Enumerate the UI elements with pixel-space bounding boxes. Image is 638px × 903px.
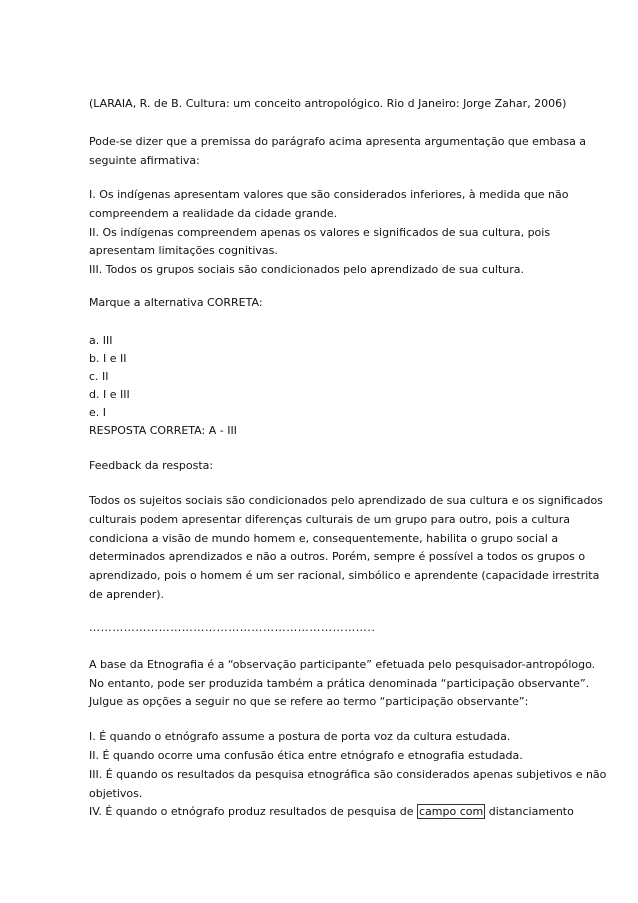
question2-intro-line: Julgue as opções a seguir no que se refere ao termo “participação observante”: (89, 695, 529, 708)
option-e: e. I (89, 406, 107, 419)
last-line-after: distanciamento (485, 805, 574, 818)
question1-statement-line: III. Todos os grupos sociais são condicionados pelo aprendizado de sua cultura. (89, 263, 525, 276)
question1-prompt-line: Pode-se dizer que a premissa do parágrafo acima apresenta argumentação que embasa a (89, 135, 587, 148)
question1-prompt-line: seguinte afirmativa: (89, 154, 200, 167)
question2-statement-line: I. É quando o etnógrafo assume a postura de porta voz da cultura estudada. (89, 730, 511, 743)
feedback-line: de aprender). (89, 588, 165, 601)
feedback-line: condiciona a visão de mundo homem e, consequentemente, habilita o grupo social a (89, 532, 559, 545)
question2-statement-line: objetivos. (89, 787, 143, 800)
separator: ……………………………………………………………….. (89, 621, 376, 634)
selected-text-highlight[interactable]: campo com (419, 805, 484, 818)
last-line-before: IV. É quando o etnógrafo produz resultados de pesquisa de (89, 805, 417, 818)
feedback-title: Feedback da resposta: (89, 459, 214, 472)
feedback-line: culturais podem apresentar diferenças culturais de um grupo para outro, pois a cultura (89, 513, 570, 526)
question2-intro-line: A base da Etnografia é a “observação participante” efetuada pelo pesquisador-antropólogo. (89, 658, 596, 671)
question1-statement-line: compreendem a realidade da cidade grande. (89, 207, 338, 220)
correct-answer: RESPOSTA CORRETA: A - III (89, 424, 237, 437)
question2-statement-line: II. É quando ocorre uma confusão ética entre etnógrafo e etnografia estudada. (89, 749, 523, 762)
question2-statement-line: III. É quando os resultados da pesquisa etnográfica são considerados apenas subjetivos e não (89, 768, 607, 781)
question1-instruction: Marque a alternativa CORRETA: (89, 296, 263, 309)
feedback-line: Todos os sujeitos sociais são condicionados pelo aprendizado de sua cultura e os significados (89, 494, 603, 507)
question1-statement-line: I. Os indígenas apresentam valores que são considerados inferiores, à medida que não (89, 188, 569, 201)
feedback-line: aprendizado, pois o homem é um ser racional, simbólico e aprendente (capacidade irrestrita (89, 569, 600, 582)
option-c: c. II (89, 370, 109, 383)
option-b: b. I e II (89, 352, 127, 365)
question1-statement-line: apresentam limitações cognitivas. (89, 244, 278, 257)
question2-intro-line: No entanto, pode ser produzida também a prática denominada “participação observante”. (89, 677, 590, 690)
citation: (LARAIA, R. de B. Cultura: um conceito antropológico. Rio d Janeiro: Jorge Zahar, 2006) (89, 97, 567, 110)
question1-statement-line: II. Os indígenas compreendem apenas os valores e significados de sua cultura, pois (89, 226, 551, 239)
feedback-line: determinados aprendizados e não a outros. Porém, sempre é possível a todos os grupos o (89, 550, 586, 563)
option-a: a. III (89, 334, 113, 347)
question2-last-line (89, 805, 574, 819)
option-d: d. I e III (89, 388, 130, 401)
